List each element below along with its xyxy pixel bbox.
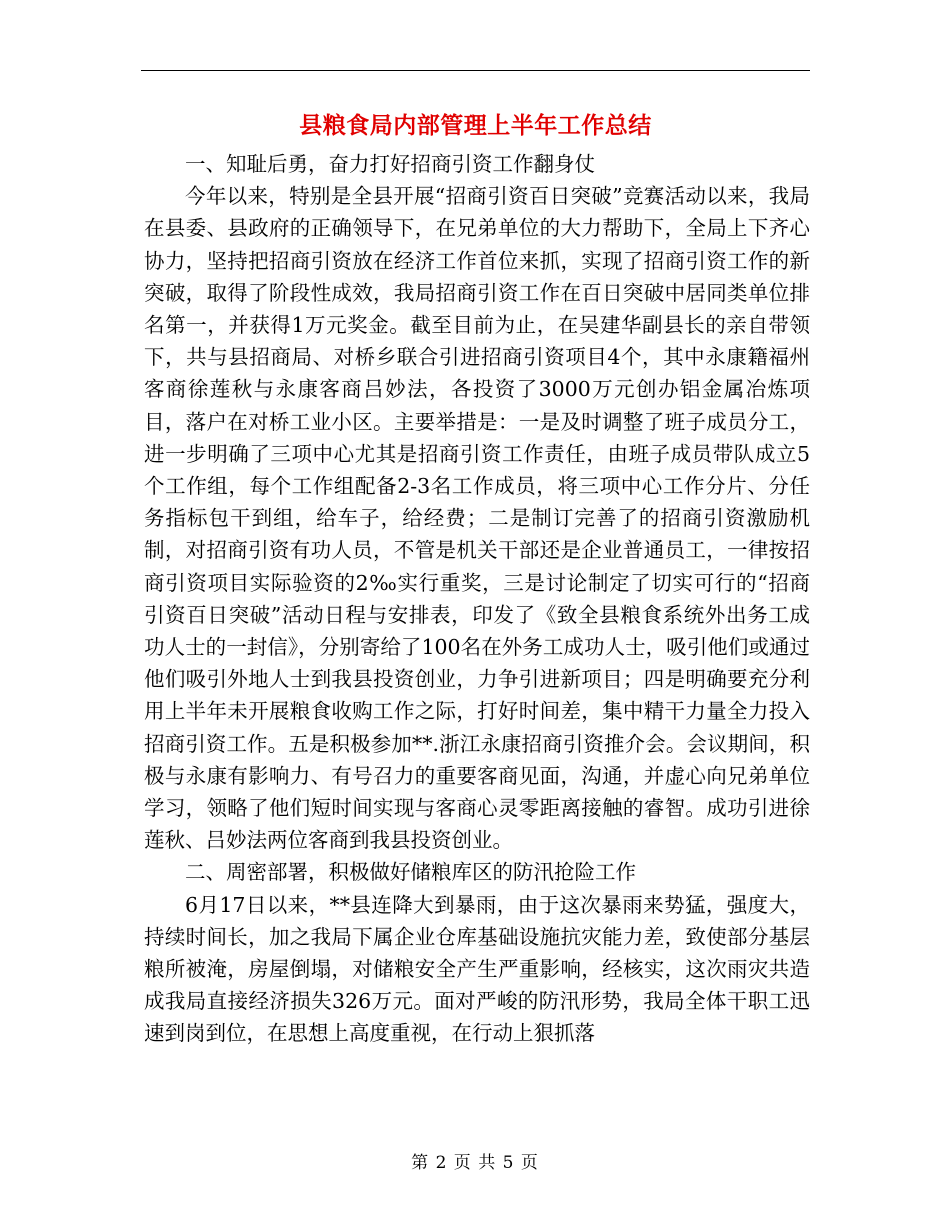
body-paragraph-2: 6月17日以来，**县连降大到暴雨，由于这次暴雨来势猛，强度大，持续时间长，加之我局下属企业仓库基础设施抗灾能力差，致使部分基层粮所被淹，房屋倒塌，对储粮安全产生严重影响，经核实，这次雨灾共造成我局直接经济损失326万元。面对严峻的防汛形势，我局全体干职工迅速到岗到位，在思想上高度重视，在行动上狠抓落 [144, 892, 810, 1046]
document-body [144, 148, 810, 1050]
document-title: 县粮食局内部管理上半年工作总结 [299, 113, 652, 139]
section-heading-2: 二、周密部署，积极做好储粮库区的防汛抢险工作 [185, 860, 636, 885]
page-number: 第 2 页 共 5 页 [411, 1153, 539, 1173]
header-rule [141, 70, 810, 71]
section-heading-1: 一、知耻后勇，奋力打好招商引资工作翻身仗 [185, 152, 595, 176]
body-paragraph-1: 今年以来，特别是全县开展“招商引资百日突破”竞赛活动以来，我局在县委、县政府的正确领导下，在兄弟单位的大力帮助下，全局上下齐心协力，坚持把招商引资放在经济工作首位来抓，实现了招商引资工作的新突破，取得了阶段性成效，我局招商引资工作在百日突破中居同类单位排名第一，并获得1万元奖金。截至目前为止，在吴建华副县长的亲自带领下，共与县招商局、对桥乡联合引进招商引资项目4个，其中永康籍福州客商徐莲秋与永康客商吕妙法，各投资了3000万元创办铝金属冶炼项目，落户在对桥工业小区。主要举措是：一是及时调整了班子成员分工，进一步明确了三项中心尤其是招商引资工作责任，由班子成员带队成立5个工作组，每个工作组配备2-3名工作成员，将三项中心工作分片、分任务指标包干到组，给车子，给经费；二是制订完善了的招商引资激励机制，对招商引资有功人员，不管是机关干部还是企业普通员工，一律按招商引资项目实际验资的2‰实行重奖，三是讨论制定了切实可行的“招商引资百日突破”活动日程与安排表，印发了《致全县粮食系统外出务工成功人士的一封信》，分别寄给了100名在外务工成功人士，吸引他们或通过他们吸引外地人士到我县投资创业，力争引进新项目；四是明确要充分利用上半年未开展粮食收购工作之际，打好时间差，集中精干力量全力投入招商引资工作。五是积极参加**.浙江永康招商引资推介会。会议期间，积极与永康有影响力、有号召力的重要客商见面，沟通，并虚心向兄弟单位学习，领略了他们短时间实现与客商心灵零距离接触的睿智。成功引进徐莲秋、吕妙法两位客商到我县投资创业。 [144, 184, 810, 853]
